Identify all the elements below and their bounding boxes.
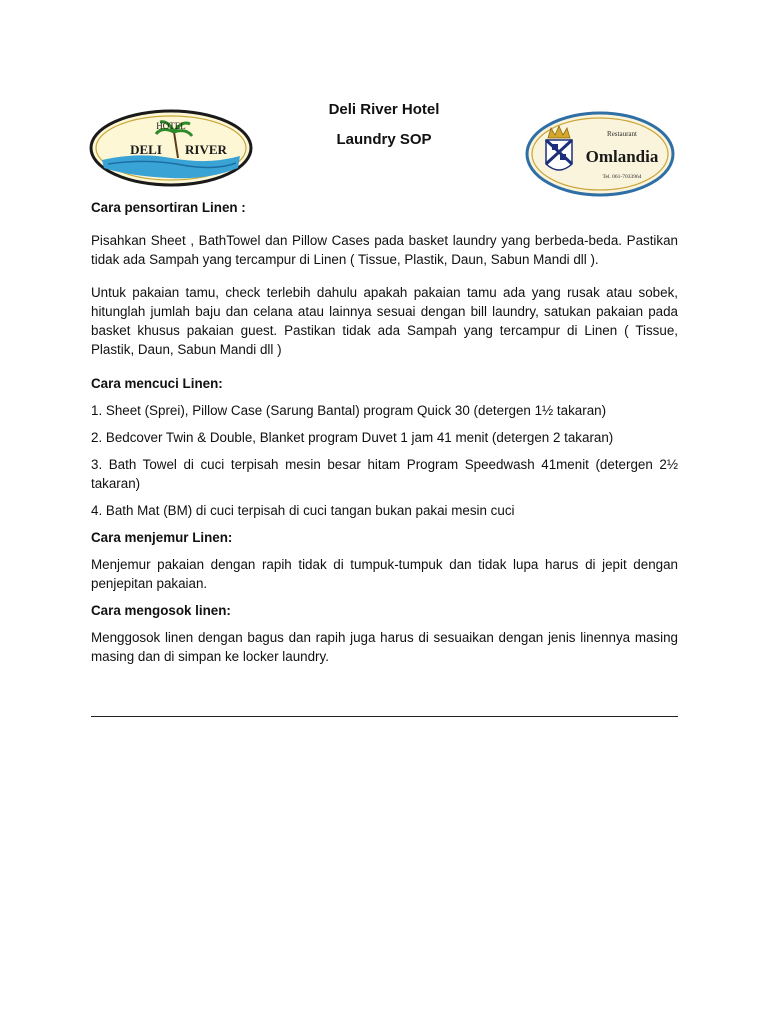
document-subtitle: Laundry SOP	[336, 131, 432, 148]
document-title: Deli River Hotel	[328, 101, 440, 118]
section-heading-sorting: Cara pensortiran Linen :	[91, 200, 246, 215]
ironing-paragraph: Menggosok linen dengan bagus dan rapih juga harus di sesuaikan dengan jenis linennya masing masing dan di simpan ke locker laundry.	[91, 630, 678, 664]
logo-right-phone-text: Tel. 061-7033964	[602, 174, 642, 180]
deli-river-hotel-logo	[88, 108, 254, 188]
omlandia-restaurant-logo	[524, 110, 676, 198]
sorting-paragraph-2: Untuk pakaian tamu, check terlebih dahulu apakah pakaian tamu ada yang rusak atau sobek, hitunglah jumlah baju dan celana atau lainnya sesuai dengan bill laundry, satukan pakaian pada basket khusus pakaian guest. Pastikan tidak ada Sampah yang tercampur di Linen ( Tissue, Plastik, Daun, Sabun Mandi dll )	[91, 285, 678, 357]
horizontal-divider	[91, 716, 678, 717]
washing-item-1: 1. Sheet (Sprei), Pillow Case (Sarung Bantal) program Quick 30 (detergen 1½ takaran)	[91, 403, 607, 418]
logo-right-omlandia-text: Omlandia	[585, 147, 659, 166]
washing-item-3: 3. Bath Towel di cuci terpisah mesin besar hitam Program Speedwash 41menit (detergen 2½ takaran)	[91, 457, 678, 491]
section-heading-ironing: Cara mengosok linen:	[91, 603, 231, 618]
logo-left-deli-text: DELI	[130, 142, 162, 157]
washing-item-2: 2. Bedcover Twin & Double, Blanket program Duvet 1 jam 41 menit (detergen 2 takaran)	[91, 430, 614, 445]
sorting-paragraph-1: Pisahkan Sheet , BathTowel dan Pillow Cases pada basket laundry yang berbeda-beda. Pastikan tidak ada Sampah yang tercampur di Linen ( Tissue, Plastik, Daun, Sabun Mandi dll ).	[91, 233, 678, 267]
logo-left-hotel-text: HOTEL	[156, 121, 186, 131]
section-heading-washing: Cara mencuci Linen:	[91, 376, 223, 391]
logo-right-restaurant-text: Restaurant	[607, 130, 637, 138]
drying-paragraph: Menjemur pakaian dengan rapih tidak di tumpuk-tumpuk dan tidak lupa harus di jepit dengan penjepitan pakaian.	[91, 557, 678, 591]
section-heading-drying: Cara menjemur Linen:	[91, 530, 233, 545]
logo-left-river-text: RIVER	[185, 142, 227, 157]
document-body	[91, 198, 678, 666]
washing-item-4: 4. Bath Mat (BM) di cuci terpisah di cuci tangan bukan pakai mesin cuci	[91, 503, 515, 518]
